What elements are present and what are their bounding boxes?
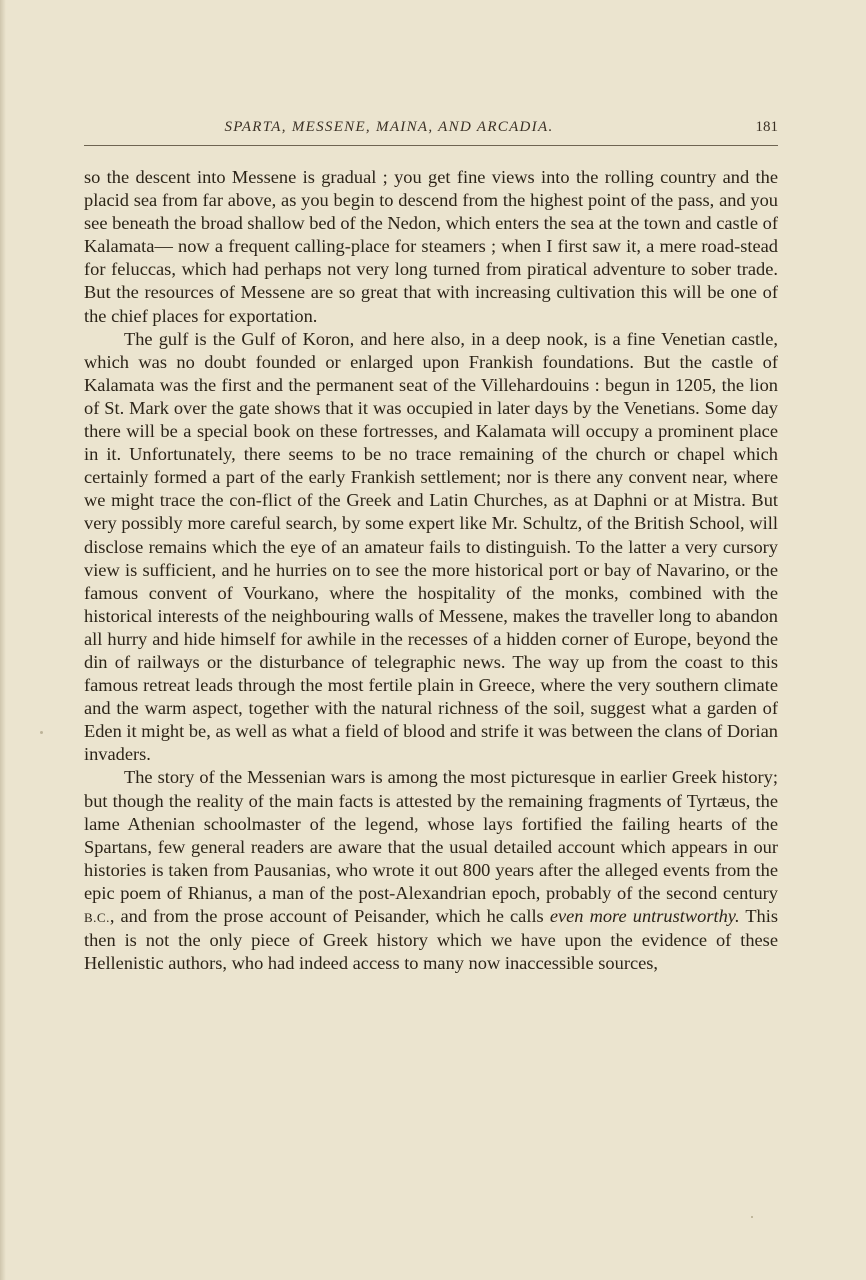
page-number: 181: [755, 119, 778, 135]
paragraph-2: The gulf is the Gulf of Koron, and here also, in a deep nook, is a fine Venetian castle, which was no doubt founded or enlarged upon Frankish foundations. But the castle of Kalamata was the first and the permanent seat of the Villehardouins : begun in 1205, the lion of St. Mark over the gate shows that it was occupied in later days by the Venetians. Some day there will be a special book on these fortresses, and Kalamata will occupy a prominent place in it. Unfortunately, there seems to be no trace remaining of the church or chapel which certainly formed a part of the early Frankish settlement; nor is there any convent near, where we might trace the con-flict of the Greek and Latin Churches, as at Daphni or at Mistra. But very possibly more careful search, by some expert like Mr. Schultz, of the British School, will disclose remains which the eye of an amateur fails to distinguish. To the latter a very cursory view is sufficient, and he hurries on to see the more historical port or bay of Navarino, or the famous convent of Vourkano, where the hospitality of the monks, combined with the historical interests of the neighbouring walls of Messene, makes the traveller long to abandon all hurry and hide himself for awhile in the recesses of a hidden corner of Europe, beyond the din of railways or the disturbance of telegraphic news. The way up from the coast to this famous retreat leads through the most fertile plain in Greece, where the very southern climate and the warm aspect, together with the natural richness of the soil, suggest what a garden of Eden it might be, as well as what a field of blood and strife it was between the clans of Dorian invaders.: [84, 328, 778, 765]
running-head: [84, 119, 778, 143]
page-gutter-shadow: [0, 0, 6, 1280]
body-text: [84, 166, 778, 975]
header-rule: [84, 145, 778, 146]
paragraph-1: so the descent into Messene is gradual ; you get fine views into the rolling country and the placid sea from far above, as you begin to descend from the highest point of the pass, and you see beneath the broad shallow bed of the Nedon, which enters the sea at the town and castle of Kalamata— now a frequent calling-place for steamers ; when I first saw it, a mere road-stead for feluccas, which had perhaps not very long turned from piratical adventure to sober trade. But the resources of Messene are so great that with increasing cultivation this will be one of the chief places for exportation.: [84, 167, 779, 326]
paragraph-3-text-b: , and from the prose account of Peisander, which he calls: [109, 906, 544, 926]
abbreviation-bc: B.C.: [84, 910, 110, 925]
corner-mark: [751, 1216, 753, 1218]
paragraph-3-text-a: The story of the Messenian wars is among the most picturesque in earlier Greek history; but though the reality of the main facts is attested by the remaining fragments of Tyrtæus, the lame Athenian schoolmaster of the legend, whose lays fortified the failing hearts of the Spartans, few general readers are aware that the usual detailed account which appears in our histories is taken from Pausanias, who wrote it out 800 years after the alleged events from the epic poem of Rhianus, a man of the post-Alexandrian epoch, probably of the second century: [84, 767, 778, 903]
paragraph-3-text-c: This then is not the only piece of Greek history which we have upon the evidence of these Hellenistic authors, who had indeed access to many now inaccessible sources,: [84, 906, 779, 974]
margin-mark: [40, 731, 43, 734]
paragraph-3: [84, 766, 778, 975]
italic-phrase: even more untrustworthy.: [549, 906, 740, 926]
running-title: SPARTA, MESSENE, MAINA, AND ARCADIA.: [224, 119, 554, 135]
